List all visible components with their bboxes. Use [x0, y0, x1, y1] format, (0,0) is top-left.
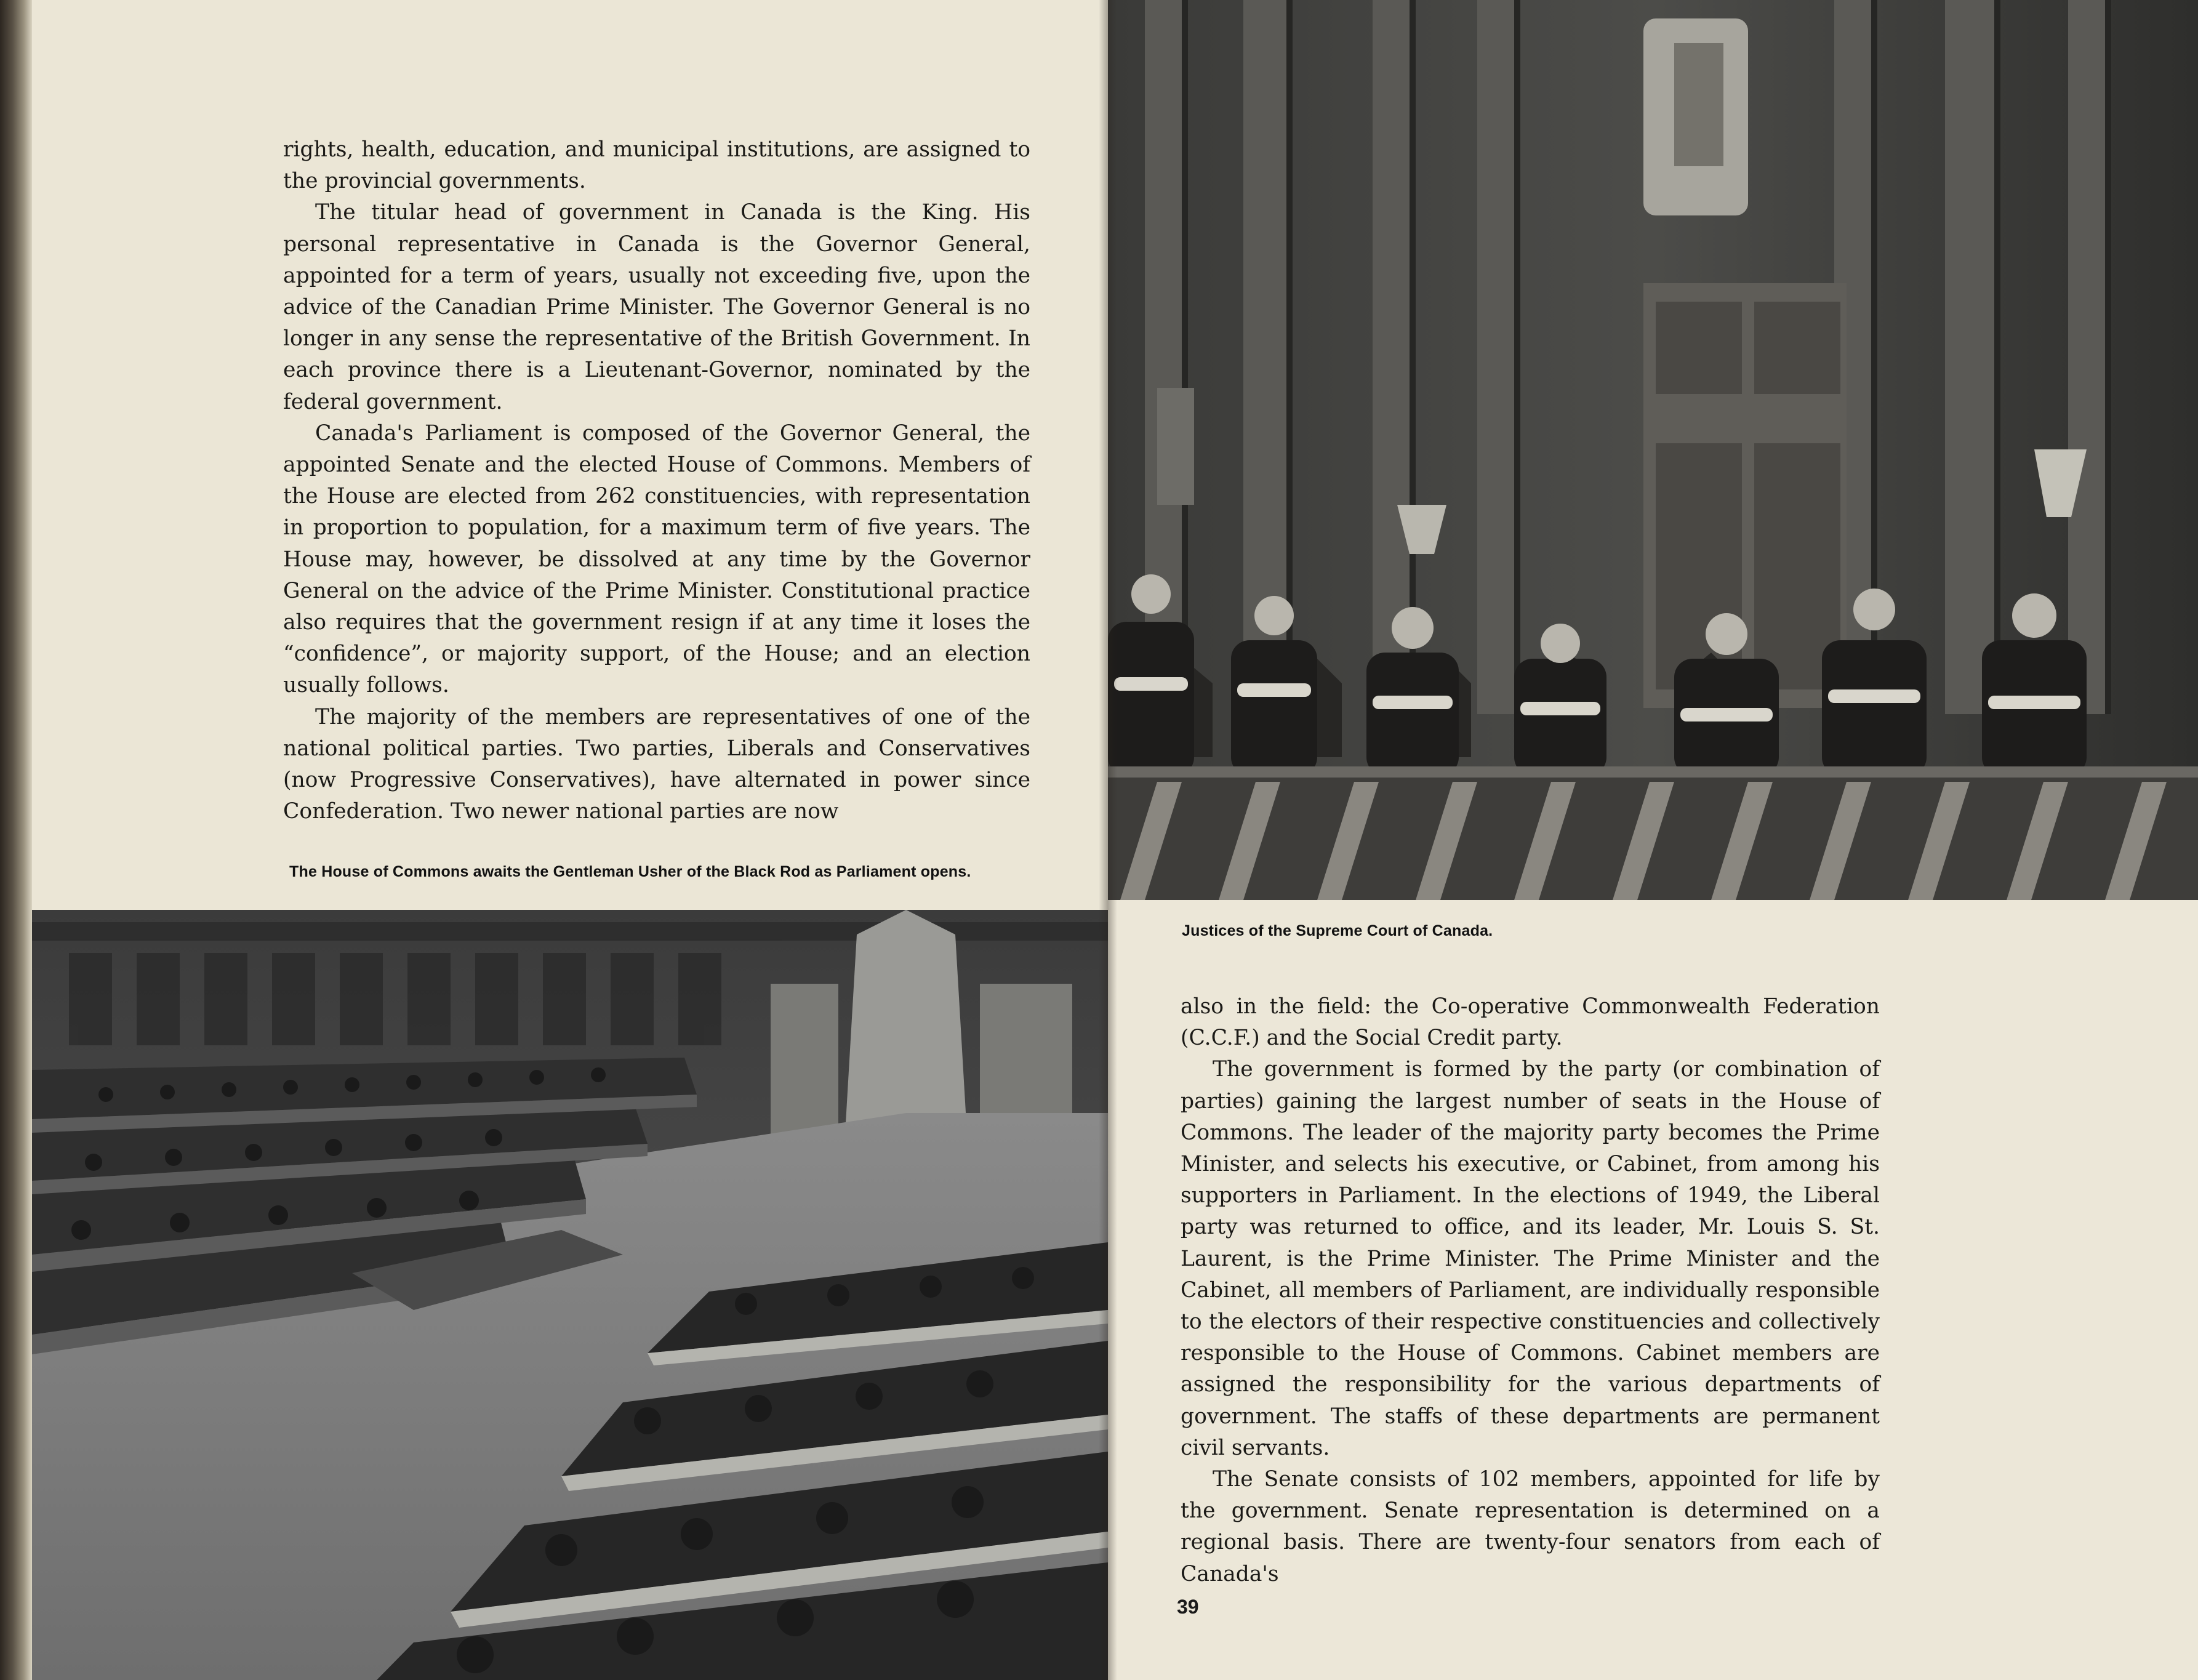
- supreme-court-photo: [1108, 0, 2198, 900]
- house-of-commons-photo: [32, 910, 1108, 1680]
- paragraph: rights, health, education, and municipal institutions, are assigned to the provincial governments.: [283, 137, 1030, 194]
- binding-edge: [0, 0, 32, 1680]
- paragraph: The majority of the members are representatives of one of the national political parties. Two parties, Liberals and Conservatives (now Progressive Conservatives), have alternated in power since Confederation. Two newer national parties are now: [283, 704, 1030, 824]
- right-page-text: [1181, 991, 1880, 1590]
- paragraph: The government is formed by the party (or combination of parties) gaining the largest number of seats in the House of Commons. The leader of the majority party becomes the Prime Minister, and selects his executive, or Cabinet, from among his supporters in Parliament. In the elections of 1949, the Liberal party was returned to office, and its leader, Mr. Louis S. St. Laurent, is the Prime Minister. The Prime Minister and the Cabinet, all members of Parliament, are individually responsible to the electors of their respective constituencies and collectively responsible to the House of Commons. Cabinet members are assigned the responsibility for the various departments of government. The staffs of these departments are permanent civil servants.: [1181, 1057, 1880, 1460]
- page-number: 39: [1177, 1596, 1199, 1618]
- supreme-court-caption: Justices of the Supreme Court of Canada.: [1182, 922, 1493, 939]
- paragraph: The Senate consists of 102 members, appointed for life by the government. Senate representation is determined on a regional basis. There are twenty-four senators from each of Canada's: [1181, 1467, 1880, 1586]
- left-page-text: [283, 134, 1030, 827]
- paragraph: Canada's Parliament is composed of the Governor General, the appointed Senate and the elected House of Commons. Members of the House are elected from 262 constituencies, with representation in proportion to population, for a maximum term of five years. The House may, however, be dissolved at any time by the Governor General on the advice of the Prime Minister. Constitutional practice also requires that the government resign if at any time it loses the “confidence”, or majority support, of the House; and an election usually follows.: [283, 420, 1030, 698]
- paragraph: The titular head of government in Canada is the King. His personal representative in Canada is the Governor General, appointed for a term of years, usually not exceeding five, upon the advice of the Canadian Prime Minister. The Governor General is no longer in any sense the representative of the British Government. In each province there is a Lieutenant-Governor, nominated by the federal government.: [283, 200, 1030, 414]
- paragraph: also in the field: the Co-operative Commonwealth Federation (C.C.F.) and the Social Credit party.: [1181, 994, 1880, 1051]
- house-of-commons-caption: The House of Commons awaits the Gentleman Usher of the Black Rod as Parliament opens.: [289, 863, 971, 880]
- supreme-court-illustration: [1108, 0, 2198, 900]
- house-of-commons-illustration: [32, 910, 1108, 1680]
- gutter-shadow: [1099, 0, 1117, 1680]
